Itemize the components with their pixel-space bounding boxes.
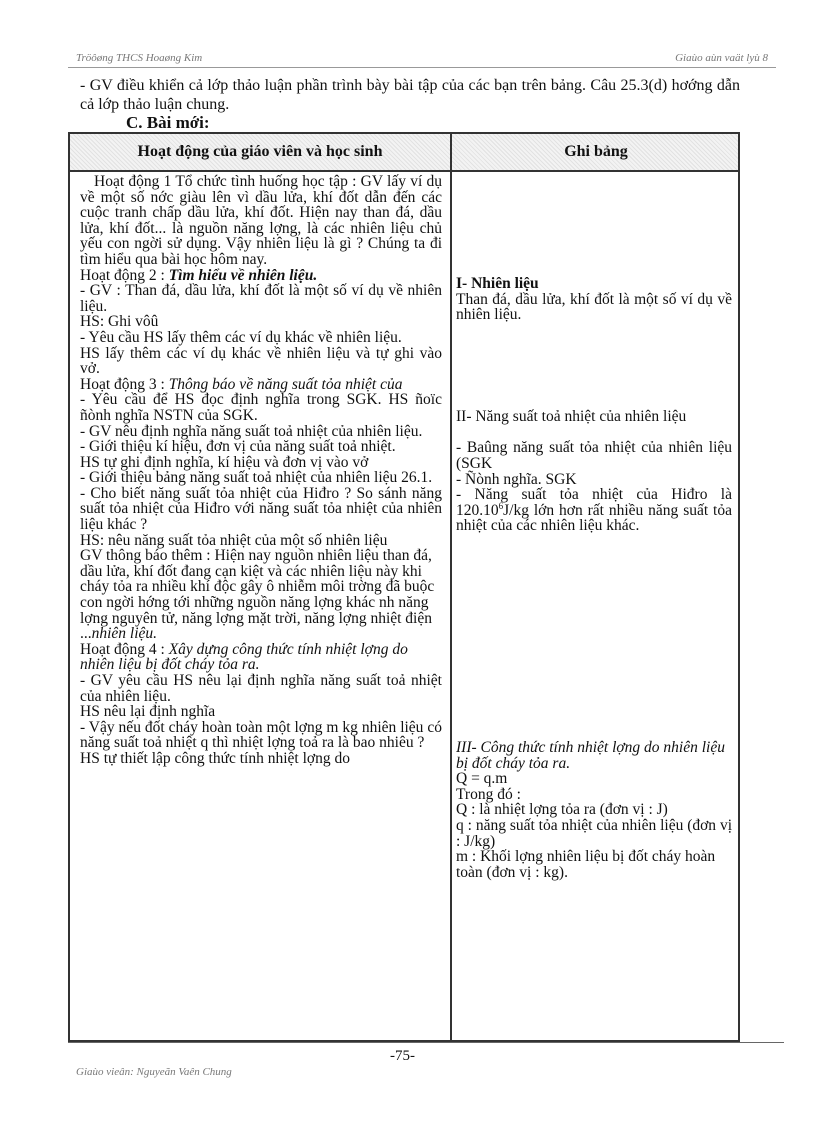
note-section-2-line: - Baûng năng suất tỏa nhiệt của nhiên liệu (SGK: [456, 439, 732, 472]
activity-4-title: Xây dựng công thức tính nhiệt lợng do nhiên liệu bị đốt cháy tỏa ra.: [80, 640, 408, 674]
activity-2-line: - Yêu cầu HS lấy thêm các ví dụ khác về nhiên liệu.: [80, 328, 402, 346]
activity-1: Hoạt động 1 Tổ chức tình huống học tập : GV lấy ví dụ về một số nớc giàu lên vì dầu lửa, khí đốt dẫn đến các cuộc tranh chấp dầu lửa, khí đốt. Hiện nay than đá, dầu lửa, khí đốt... là nguồn năng lợng, là các nhiên liệu chủ yếu con ngời sử dụng. Vậy nhiên liệu là gì ? Chúng ta đi tìm hiểu qua bài học hôm nay.: [80, 173, 442, 268]
activity-2-line: - GV : Than đá, dầu lửa, khí đốt là một số ví dụ về nhiên liệu.: [80, 282, 442, 315]
note-section-2-title: II- Năng suất toả nhiệt của nhiên liệu: [456, 407, 687, 425]
col-activities-header: Hoạt động của giáo viên và học sinh: [137, 143, 383, 160]
activity-3-note: GV thông báo thêm : Hiện nay nguồn nhiên liệu than đá, dầu lửa, khí đốt đang cạn kiệt và các nhiên liệu này khi cháy tỏa ra nhiều khí độc gây ô nhiễm môi trờng đã buộc con ngời hớng tới những nguồn năng lợng khác nh năng lợng nguyên tử, năng lợng mặt trời, năng lợng nhiệt điện ...: [80, 547, 435, 643]
lesson-table: [68, 132, 740, 1042]
activity-3-line: - Cho biết năng suất tỏa nhiệt của Hiđro ? So sánh năng suất tỏa nhiệt của Hiđro với năng suất tỏa nhiệt của nhiên liệu khác ?: [80, 484, 442, 534]
activity-3-heading: [80, 377, 442, 393]
activity-2-line: HS: Ghi vôû: [80, 313, 159, 331]
activity-2-line: HS lấy thêm các ví dụ khác về nhiên liệu và tự ghi vào vở.: [80, 344, 442, 378]
notes-column: [456, 174, 732, 880]
activity-3-note-end: nhiên liệu.: [91, 625, 158, 643]
activity-4-line: - Vậy nếu đốt cháy hoàn toàn một lợng m kg nhiên liệu có năng suất toả nhiệt q thì nhiệt lợng toả ra là bao nhiêu ?: [80, 718, 442, 752]
note-section-2-line: [456, 487, 732, 534]
page-number: -75-: [390, 1048, 415, 1064]
activity-4-line: - GV yêu cầu HS nêu lại định nghĩa năng suất toả nhiệt của nhiên liệu.: [80, 672, 442, 705]
footer-teacher: Giaùo vieân: Nguyeãn Vaên Chung: [76, 1066, 232, 1078]
activity-3-prefix: Hoạt động 3 :: [80, 375, 169, 393]
header-school: Tröôøng THCS Hoaøng Kim: [76, 52, 203, 64]
intro-paragraph: - GV điều khiển cả lớp thảo luận phần trình bày bài tập của các bạn trên bảng. Câu 25.3(d) hơớng dẫn cả lớp thảo luận chung.: [80, 77, 740, 113]
header-subject: Giaùo aùn vaät lyù 8: [675, 52, 768, 64]
formula: Q = q.m: [456, 770, 508, 788]
activity-4-heading: [80, 642, 442, 673]
activities-column: [80, 174, 442, 767]
header-divider: [68, 67, 776, 68]
note-section-2-line: - Ñònh nghĩa. SGK: [456, 470, 577, 488]
activity-2-title: Tìm hiểu về nhiên liệu.: [168, 266, 318, 284]
note-section-3-title: III- Công thức tính nhiệt lợng do nhiên liệu bị đốt cháy tỏa ra.: [456, 738, 725, 772]
note-section-1-text: Than đá, dầu lửa, khí đốt là một số ví dụ về nhiên liệu.: [456, 290, 732, 324]
formula-term: Q : là nhiệt lợng tỏa ra (đơn vị : J): [456, 801, 668, 819]
formula-term: q : năng suất tỏa nhiệt của nhiên liệu (đơn vị : J/kg): [456, 816, 732, 850]
column-divider: [450, 134, 452, 1040]
activity-3-line: [80, 548, 442, 642]
note-section-1-title: I- Nhiên liệu: [456, 275, 539, 292]
activity-3-line: - GV nêu định nghĩa năng suất toả nhiệt của nhiên liệu.: [80, 422, 423, 440]
formula-term: m : Khối lợng nhiên liệu bị đốt cháy hoàn toàn (đơn vị : kg).: [456, 848, 716, 881]
activity-4-line: HS nêu lại định nghĩa: [80, 703, 216, 721]
activity-3-line: - Yêu cầu để HS đọc định nghĩa trong SGK. HS ñoïc ñònh nghĩa NSTN của SGK.: [80, 391, 442, 424]
activity-2-prefix: Hoạt động 2 :: [80, 266, 169, 284]
activity-3-line: HS: nêu năng suất tỏa nhiệt của một số nhiên liệu: [80, 531, 388, 549]
col-notes-header: Ghi bảng: [564, 143, 628, 160]
activity-4-prefix: Hoạt động 4 :: [80, 640, 169, 658]
section-title: C. Bài mới:: [126, 113, 210, 132]
activity-2-heading: [80, 268, 442, 284]
activity-3-line: - Giới thiệu bảng năng suất toả nhiệt của nhiên liệu 26.1.: [80, 469, 433, 487]
activity-3-line: - Giới thiệu kí hiệu, đơn vị của năng suất toả nhiệt.: [80, 438, 396, 456]
footer-divider: [68, 1042, 784, 1043]
hydrogen-value: - Năng suất tỏa nhiệt của Hiđro là 120.10: [456, 486, 732, 519]
hydrogen-exponent: 6: [498, 500, 504, 511]
activity-3-title: Thông báo về năng suất tỏa nhiệt của: [168, 375, 403, 393]
formula-where: Trong đó :: [456, 785, 521, 803]
activity-3-line: HS tự ghi định nghĩa, kí hiệu và đơn vị vào vở: [80, 453, 369, 471]
activity-4-line: HS tự thiết lập công thức tính nhiệt lợng do: [80, 749, 350, 767]
hydrogen-text: J/kg lớn hơn rất nhiều năng suất tỏa nhiệt của các nhiên liệu khác.: [456, 501, 732, 535]
